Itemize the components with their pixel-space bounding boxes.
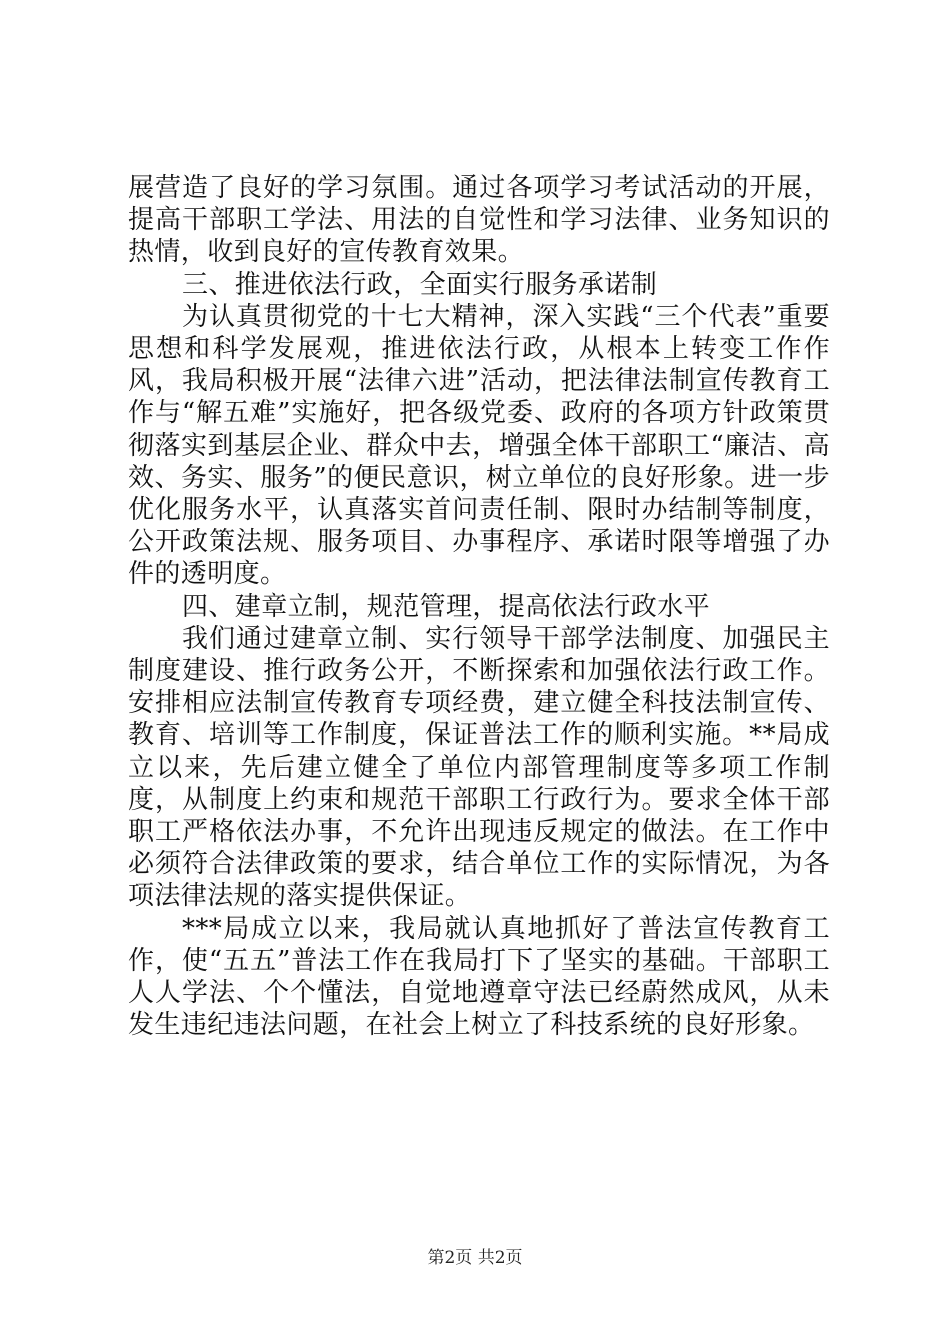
paragraph-section-3: 为认真贯彻党的十七大精神，深入实践“三个代表”重要思想和科学发展观，推进依法行政，从根本上转变工作作风，我局积极开展“法律六进”活动，把法律法制宣传教育工作与“解五难”实施好，把各级党委、政府的各项方针政策贯彻落实到基层企业、群众中去，增强全体干部职工“廉洁、高效、务实、服务”的便民意识，树立单位的良好形象。进一步优化服务水平，认真落实首问责任制、限时办结制等制度，公开政策法规、服务项目、办事程序、承诺时限等增强了办件的透明度。: [128, 301, 830, 590]
document-body: [128, 172, 830, 1041]
section-heading-4: 四、建章立制，规范管理，提高依法行政水平: [182, 591, 711, 622]
paragraph-intro-continuation: 展营造了良好的学习氛围。通过各项学习考试活动的开展，提高干部职工学法、用法的自觉性和学习法律、业务知识的热情，收到良好的宣传教育效果。: [128, 173, 830, 268]
page-footer: 第2页 共2页: [427, 1248, 523, 1268]
paragraph-section-4: 我们通过建章立制、实行领导干部学法制度、加强民主制度建设、推行政务公开，不断探索和加强依法行政工作。安排相应法制宣传教育专项经费，建立健全科技法制宣传、教育、培训等工作制度，保证普法工作的顺利实施。**局成立以来，先后建立健全了单位内部管理制度等多项工作制度，从制度上约束和规范干部职工行政行为。要求全体干部职工严格依法办事，不允许出现违反规定的做法。在工作中必须符合法律政策的要求，结合单位工作的实际情况，为各项法律法规的落实提供保证。: [128, 623, 830, 912]
section-heading-3: 三、推进依法行政，全面实行服务承诺制: [182, 269, 658, 300]
paragraph-conclusion: ***局成立以来，我局就认真地抓好了普法宣传教育工作，使“五五”普法工作在我局打下了坚实的基础。干部职工人人学法、个个懂法，自觉地遵章守法已经蔚然成风，从未发生违纪违法问题，在社会上树立了科技系统的良好形象。: [128, 913, 830, 1041]
